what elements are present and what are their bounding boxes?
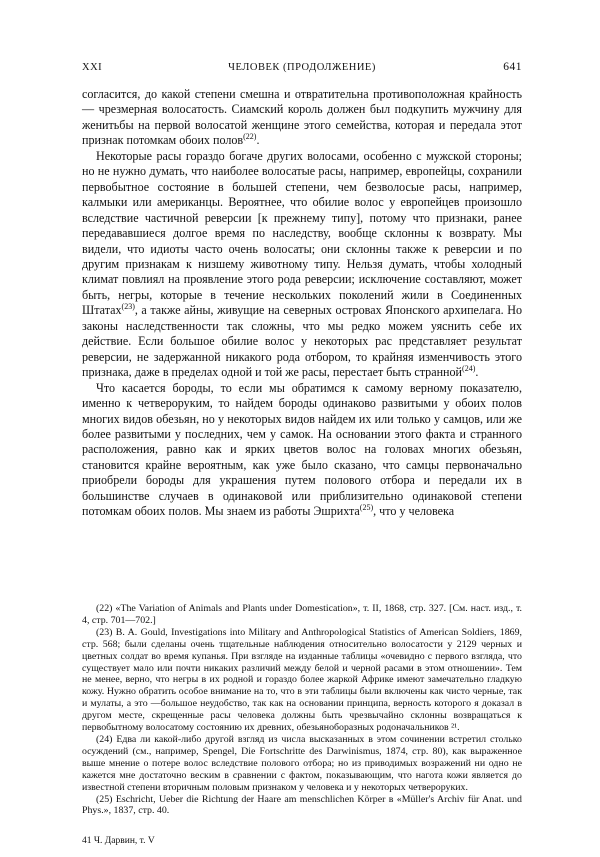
chapter-number: XXI <box>82 62 103 73</box>
main-text <box>82 87 522 520</box>
paragraph: Некоторые расы гораздо богаче других волосами, особенно с мужской стороны; но не нужно думать, что наиболее волосатые расы, например, европейцы, сохранили первобытное состояние в большей степени, чем безволосые расы, например, калмыки или американцы. Вероятнее, что обилие волос у европейцев произошло вследствие частичной реверсии [к прежнему типу], потому что признаки, ранее передававшиеся долгое время по наследству, вообще склонны к возврату. Мы видели, что идиоты часто очень волосаты; они склонны также к реверсии и по другим признакам к низшему животному типу. Нельзя думать, чтобы холодный климат повлиял на проявление этого рода реверсии; исключение составляют, может быть, негры, которые в течение нескольких поколений жили в Соединенных Штатах$^{(23)}$, а также айны, живущие на северных островах Японского архипелага. Но законы наследственности так сложны, что мы редко можем уяснить себе их действие. Если большое обилие волос у некоторых рас представляет результат реверсии, не задержанной никакого рода отбором, то крайняя изменчивость этого признака, даже в пределах одной и той же расы, перестает быть странной$^{(24)}$. <box>82 148 522 380</box>
footnote-ref: (24) <box>462 364 476 374</box>
printer-signature: 41 Ч. Дарвин, т. V <box>82 836 155 846</box>
footnote-ref: (22) <box>243 132 257 142</box>
footnote: (25) Eschricht, Ueber die Richtung der Haare am menschlichen Körper в «Müller's Archiv für Anat. und Phys.», 1837, стр. 40. <box>82 793 522 817</box>
footnote: (23) B. A. Gould, Investigations into Military and Anthropological Statistics of American Soldiers, 1869, стр. 568; были сделаны очень тщательные наблюдения относительно волосатости у 2129 черных и цветных солдат во время купанья. При взгляде на изданные таблицы «очевидно с первого взгляда, что существует мало или почти никаких различий между белой и черной расами в этом отношении». Тем не менее, верно, что негры в их родной и гораздо более жаркой Африке имеют замечательно гладкую кожу. Нужно обратить особое внимание на то, что в эти таблицы были включены как чисто черные, так и мулаты, а это —большое неудобство, так как на основании принципа, верность которого я доказал в другом месте, скрещенные расы человека должны быть чрезвычайно склонны возвращаться к первобытному волосатому состоянию их древних, обезьяноборазных родоначальников ²¹. <box>82 626 522 734</box>
footnote: (22) «The Variation of Animals and Plants under Domestication», т. II, 1868, стр. 327. [См. наст. изд., т. 4, стр. 701—702.] <box>82 603 522 626</box>
footnote-ref: (25) <box>359 503 374 513</box>
paragraph: Что касается бороды, то если мы обратимся к самому верному показателю, именно к четвероруким, то найдем бороды одинаково развитыми у обоих полов многих видов обезьян, но у некоторых видов найдем их или только у самцов, или же более развитыми у последних, чем у самок. На основании этого факта и странного расположения, равно как и ярких цветов волос на головах многих обезьян, становится крайне вероятным, как уже было сказано, что самцы первоначально приобрели бороды для украшения путем полового отбора и передали их в большинстве случаев в одинаковой или приблизительно одинаковой степени потомкам обоих полов. Мы знаем из работы Эшрихта$^{(25)}$, что у человека <box>82 380 522 519</box>
page-number: 641 <box>503 61 522 73</box>
paragraph: согласится, до какой степени смешна и отвратительна противоположная крайность — чрезмерная волосатость. Сиамский король должен был подкупить мужчину для женитьбы на первой волосатой женщине этого семейства, которая и передала этот признак потомкам обоих полов$^{(22)}$. <box>82 87 522 148</box>
footnote-ref: (23) <box>121 302 135 312</box>
running-title: ЧЕЛОВЕК (ПРОДОЛЖЕНИЕ) <box>228 62 376 73</box>
footnote: (24) Едва ли какой-либо другой взгляд из числа высказанных в этом сочинении встретил столько осуждений (см., например, Spengel, Die Fortschritte des Darwinismus, 1874, стр. 80), как выраженное выше мнение о потере волос вследствие полового отбора; но из приводимых возражений ни одно не кажется мне достаточно веским в сравнении с фактом, показывающим, что нагота кожи является до известной степени вторичным половым признаком у человека и у некоторых четвероруких. <box>82 733 522 793</box>
footnotes <box>82 603 522 817</box>
